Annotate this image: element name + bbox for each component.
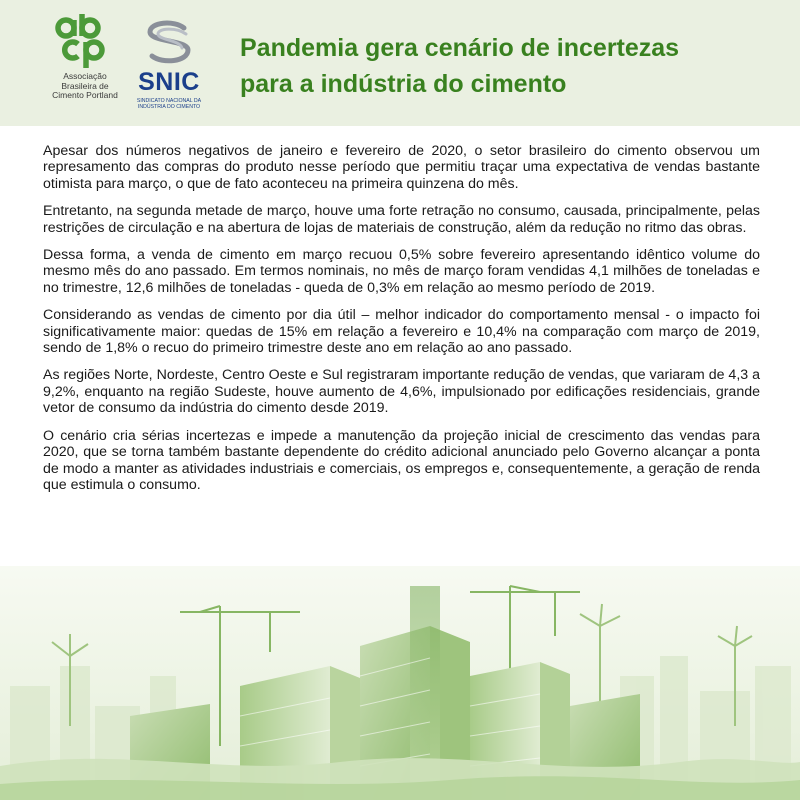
- abcp-logo: [44, 14, 126, 114]
- article-body: [43, 143, 760, 504]
- snic-wordmark: SNIC: [138, 68, 200, 96]
- city-skyline-illustration: [0, 566, 800, 800]
- snic-logo: [128, 18, 210, 112]
- header-banner: [0, 0, 800, 126]
- title-line-2: para a indústria do cimento: [240, 70, 567, 98]
- title-line-1: Pandemia gera cenário de incertezas: [240, 34, 680, 62]
- snic-caption: SINDICATO NACIONAL DA INDÚSTRIA DO CIMENTO: [136, 98, 202, 110]
- paragraph: Entretanto, na segunda metade de março, houve uma forte retração no consumo, causada, principalmente, pelas restrições de circulação e na abertura de lojas de materiais de construção, além da redução no ritmo das obras.: [43, 203, 760, 236]
- paragraph: Dessa forma, a venda de cimento em março recuou 0,5% sobre fevereiro apresentando idêntico volume do mesmo mês do ano passado. Em termos nominais, no mês de março foram vendidas 4,1 milhões de toneladas e no trimestre, 12,6 milhões de toneladas - queda de 0,3% em relação ao mesmo período de 2019.: [43, 247, 760, 296]
- paragraph: As regiões Norte, Nordeste, Centro Oeste e Sul registraram importante redução de vendas, que variaram de 4,3 a 9,2%, enquanto na região Sudeste, houve aumento de 4,6%, impulsionado por edificações residenciais, grande vetor de consumo da indústria do cimento desde 2019.: [43, 367, 760, 417]
- paragraph: O cenário cria sérias incertezas e impede a manutenção da projeção inicial de crescimento das vendas para 2020, que se torna também bastante dependente do crédito adicional anunciado pelo Governo alcançar a ponta de modo a manter as atividades industriais e comerciais, os empregos e, consequentemente, a geração de renda que estimula o consumo.: [43, 427, 760, 493]
- abcp-logo-mark: [44, 14, 126, 70]
- abcp-caption: Associação Brasileira de Cimento Portland: [52, 71, 118, 100]
- snic-swoosh-icon: [128, 18, 210, 70]
- page-title: [240, 30, 780, 102]
- paragraph: Apesar dos números negativos de janeiro e fevereiro de 2020, o setor brasileiro do cimento observou um represamento das compras do produto nesse período que permitiu traçar uma expectativa de vendas bastante otimista para março, o que de fato aconteceu na primeira quinzena do mês.: [43, 143, 760, 192]
- paragraph: Considerando as vendas de cimento por dia útil – melhor indicador do comportamento mensal - o impacto foi significativamente maior: quedas de 15% em relação a fevereiro e 10,4% na comparação com março de 2019, sendo de 1,8% o recuo do primeiro trimestre deste ano em relação ao ano passado.: [43, 307, 760, 357]
